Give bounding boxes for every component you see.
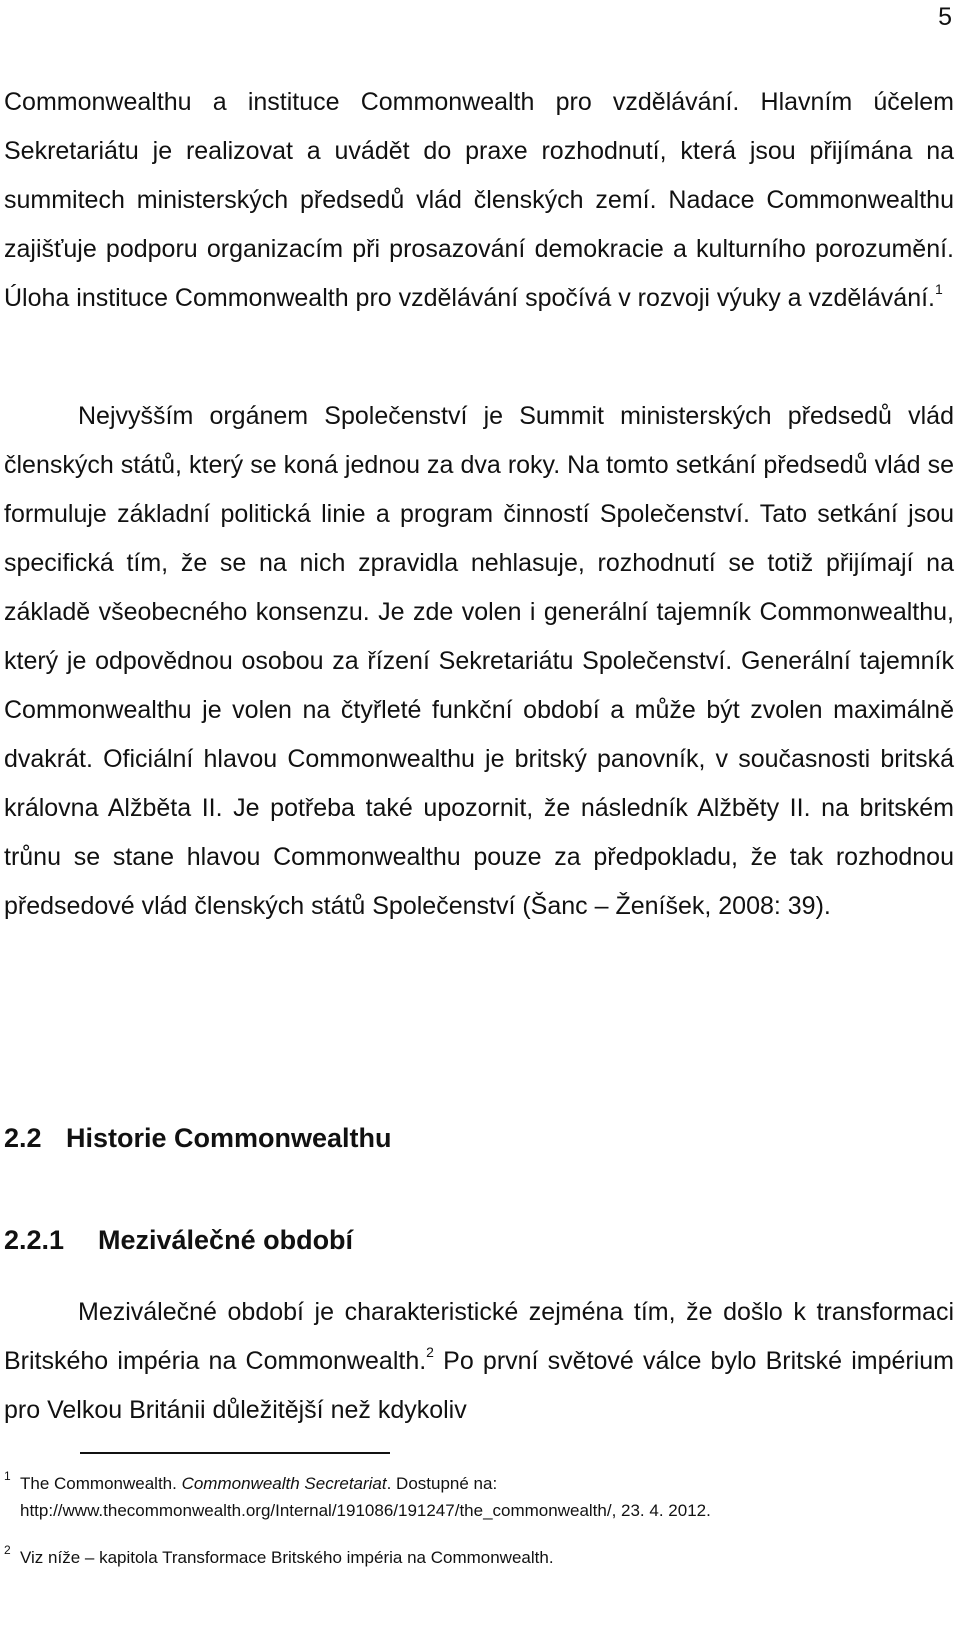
paragraph-summit: Nejvyšším orgánem Společenství je Summit ministerských předsedů vlád členských států, který se koná jednou za dva roky. Na tomto setkání předsedů vlád se formuluje základní politická linie a program činností Společenství. Tato setkání jsou specifická tím, že se na nich zpravidla nehlasuje, rozhodnutí se totiž přijímají na základě všeobecného konsenzu. Je zde volen i generální tajemník Commonwealthu, který je odpovědnou osobou za řízení Sekretariátu Společenství. Generální tajemník Commonwealthu je volen na čtyřleté funkční období a může být zvolen maximálně dvakrát. Oficiální hlavou Commonwealthu je britský panovník, v současnosti britská královna Alžběta II. Je potřeba také upozornit, že následník Alžběty II. na britském trůnu se stane hlavou Commonwealthu pouze za předpokladu, že tak rozhodnou předsedové vlád členských států Společenství (Šanc – Ženíšek, 2008: 39). xyxy=(4,402,954,920)
paragraph-interwar-text-a: Meziválečné období je charakteristické zejména tím, že došlo k transformaci Britského impéria na Commonwealth. xyxy=(4,1298,954,1375)
paragraph-interwar xyxy=(4,1288,954,1435)
footnote-1-italic-title: Commonwealth Secretariat xyxy=(181,1474,387,1493)
section-title: Historie Commonwealthu xyxy=(66,1123,392,1153)
subsection-number: 2.2.1 xyxy=(4,1225,65,1255)
footnote-1-text xyxy=(20,1471,497,1497)
subsection-title: Meziválečné období xyxy=(98,1225,354,1255)
footnote-2-number: 2 xyxy=(4,1543,11,1557)
page-number: 5 xyxy=(938,3,952,31)
footnote-ref-1: 1 xyxy=(935,281,943,297)
section-heading-history xyxy=(4,1121,392,1155)
paragraph-interwar-text-b: Po první světové válce bylo Britské impérium pro Velkou Británii důležitější než kdykoliv xyxy=(4,1347,954,1424)
footnote-2 xyxy=(4,1545,954,1575)
footnote-1-lead: The Commonwealth. xyxy=(20,1474,182,1493)
footnote-ref-2: 2 xyxy=(426,1344,434,1360)
subsection-heading-interwar xyxy=(4,1223,353,1257)
paragraph-secretariat xyxy=(4,78,954,323)
footnote-1 xyxy=(4,1471,954,1531)
footnote-1-tail: . Dostupné na: xyxy=(386,1474,498,1493)
footnote-1-url[interactable]: http://www.thecommonwealth.org/Internal/191086/191247/the_commonwealth/, 23. 4. 2012. xyxy=(20,1501,711,1520)
paragraph-secretariat-text: Commonwealthu a instituce Commonwealth pro vzdělávání. Hlavním účelem Sekretariátu je realizovat a uvádět do praxe rozhodnutí, která jsou přijímána na summitech ministerských předsedů vlád členských zemí. Nadace Commonwealthu zajišťuje podporu organizacím při prosazování demokracie a kulturního porozumění. Úloha instituce Commonwealth pro vzdělávání spočívá v rozvoji výuky a vzdělávání. xyxy=(4,88,954,312)
footnote-1-number: 1 xyxy=(4,1469,11,1483)
section-number: 2.2 xyxy=(4,1123,42,1153)
footnote-2-text: Viz níže – kapitola Transformace Britského impéria na Commonwealth. xyxy=(20,1548,554,1567)
footnote-separator xyxy=(80,1452,390,1454)
